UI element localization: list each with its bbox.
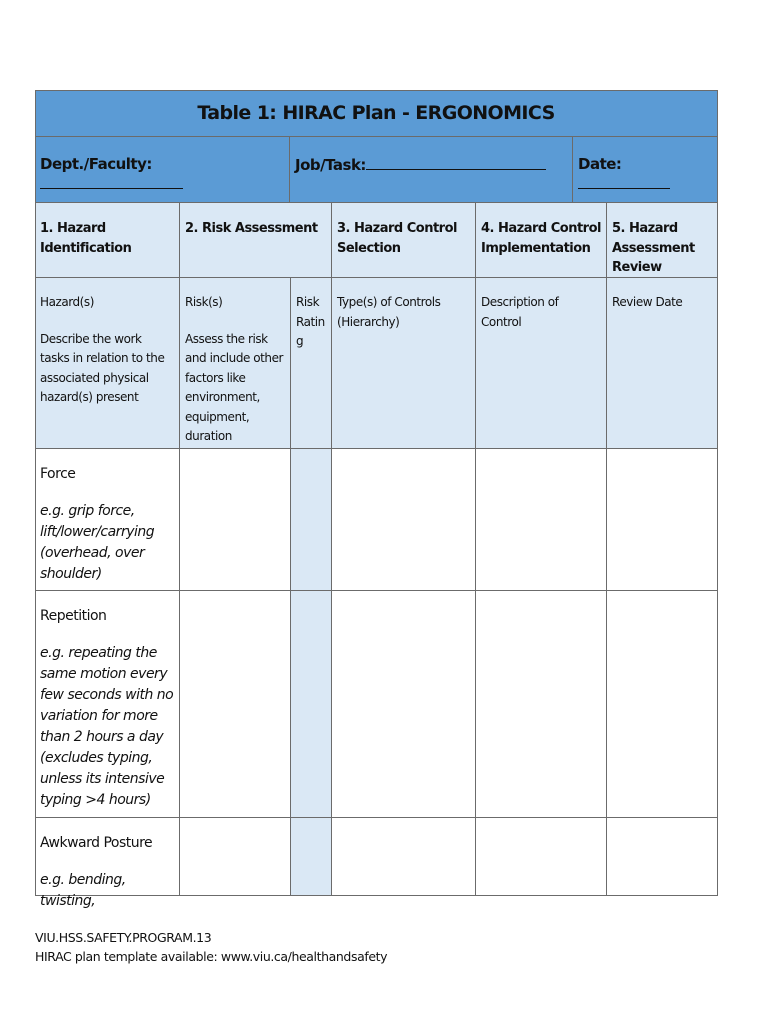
hazard-name: Awkward Posture: [40, 835, 153, 851]
job-task-label: Job/Task:: [295, 156, 366, 174]
subheader-risks: [180, 278, 291, 449]
hazards-description: Describe the work tasks in relation to the associated physical hazard(s) present: [40, 331, 165, 404]
column-header-hazard-identification: 1. Hazard Identification: [35, 203, 180, 278]
review-date-input-force[interactable]: [607, 449, 718, 591]
risk-rating-input-awkward-posture[interactable]: [291, 818, 332, 896]
column-header-hazard-control-implementation: 4. Hazard Control Implementation: [476, 203, 607, 278]
hazard-example: e.g. grip force, lift/lower/carrying (overhead, over shoulder): [40, 503, 155, 582]
page-footer: [35, 928, 387, 966]
subheader-review-date: [607, 278, 718, 449]
date-blank[interactable]: [578, 174, 670, 189]
control-type-input-awkward-posture[interactable]: [332, 818, 476, 896]
hazards-title: Hazard(s): [40, 295, 94, 309]
control-description-title: Description of Control: [481, 295, 559, 329]
hazard-name: Force: [40, 466, 76, 482]
review-date-input-repetition[interactable]: [607, 591, 718, 818]
risks-description: Assess the risk and include other factors like environment, equipment, duration: [185, 331, 284, 443]
date-label: Date:: [578, 155, 622, 173]
column-header-hazard-control-selection: 3. Hazard Control Selection: [332, 203, 476, 278]
date-field[interactable]: [573, 137, 718, 203]
control-description-input-force[interactable]: [476, 449, 607, 591]
column-header-risk-assessment: 2. Risk Assessment: [180, 203, 332, 278]
dept-faculty-label: Dept./Faculty:: [40, 155, 152, 173]
hazard-row-awkward-posture: [35, 818, 180, 909]
job-task-field[interactable]: [290, 137, 573, 203]
subheader-control-types: [332, 278, 476, 449]
subheader-control-description: [476, 278, 607, 449]
risks-title: Risk(s): [185, 295, 223, 309]
review-date-title: Review Date: [612, 295, 683, 309]
control-types-title: Type(s) of Controls (Hierarchy): [337, 295, 441, 329]
template-availability-note: HIRAC plan template available: www.viu.ca/healthandsafety: [35, 949, 388, 964]
control-type-input-force[interactable]: [332, 449, 476, 591]
hazard-name: Repetition: [40, 608, 107, 624]
subheader-hazards: [35, 278, 180, 449]
subheader-risk-rating: [291, 278, 332, 449]
risk-rating-input-force[interactable]: [291, 449, 332, 591]
dept-faculty-blank[interactable]: [40, 174, 183, 189]
column-header-hazard-assessment-review: 5. Hazard Assessment Review: [607, 203, 718, 278]
job-task-blank[interactable]: [366, 155, 546, 170]
hazard-example: e.g. repeating the same motion every few seconds with no variation for more than 2 hours a day (excludes typing, unless its intensive typing >4 hours): [40, 645, 174, 808]
risk-input-awkward-posture[interactable]: [180, 818, 291, 896]
risk-rating-input-repetition[interactable]: [291, 591, 332, 818]
table-title: Table 1: HIRAC Plan - ERGONOMICS: [35, 90, 718, 137]
control-description-input-awkward-posture[interactable]: [476, 818, 607, 896]
control-description-input-repetition[interactable]: [476, 591, 607, 818]
risk-input-force[interactable]: [180, 449, 291, 591]
hazard-example: e.g. bending, twisting,: [40, 872, 126, 909]
dept-faculty-field[interactable]: [35, 137, 290, 203]
document-code: VIU.HSS.SAFETY.PROGRAM.13: [35, 930, 212, 945]
control-type-input-repetition[interactable]: [332, 591, 476, 818]
hazard-row-force: [35, 449, 180, 591]
risk-rating-title: Risk Rating: [296, 295, 325, 348]
hazard-row-repetition: [35, 591, 180, 818]
review-date-input-awkward-posture[interactable]: [607, 818, 718, 896]
risk-input-repetition[interactable]: [180, 591, 291, 818]
hirac-table: [35, 90, 718, 909]
